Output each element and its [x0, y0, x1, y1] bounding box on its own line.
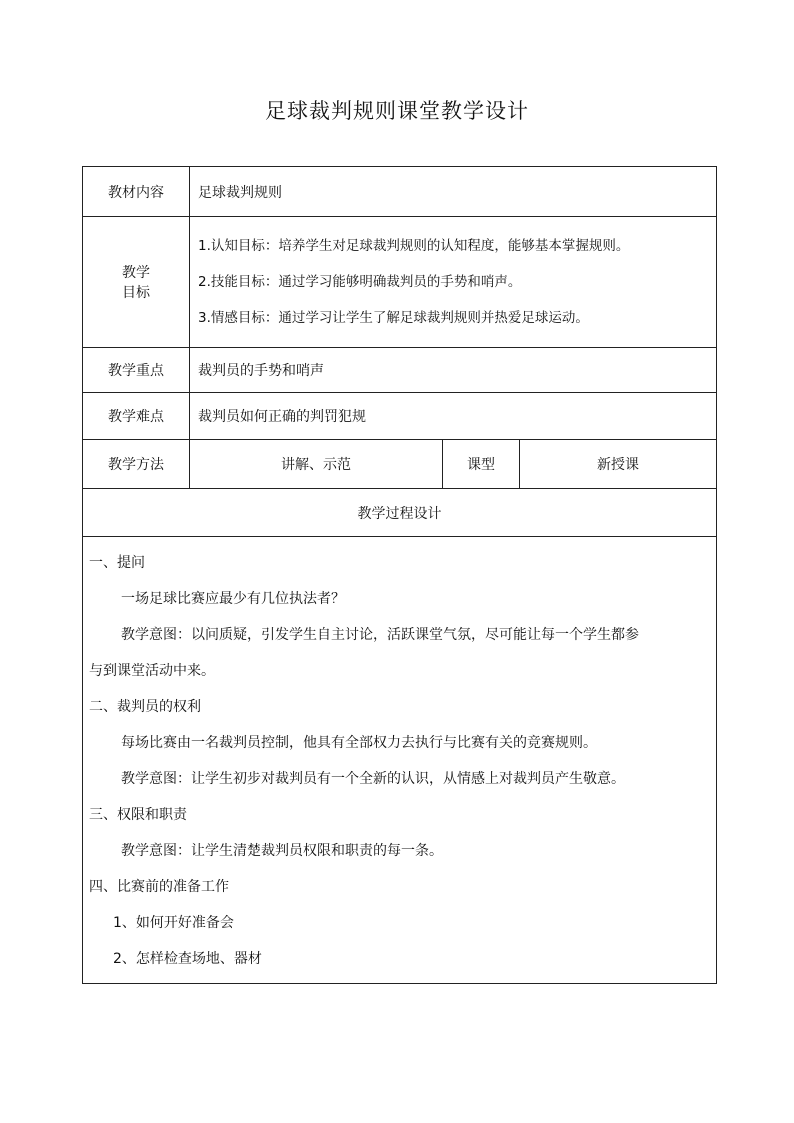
paragraph: 每场比赛由一名裁判员控制，他具有全部权力去执行与比赛有关的竞赛规则。	[121, 735, 597, 751]
focus-row	[83, 348, 717, 393]
process-content	[83, 537, 717, 984]
goals-label: 教学 目标	[83, 217, 190, 348]
process-header-row	[83, 489, 717, 537]
focus-value: 裁判员的手势和哨声	[190, 348, 717, 393]
paragraph: 教学意图：让学生清楚裁判员权限和职责的每一条。	[121, 843, 443, 859]
paragraph: 教学意图：以问质疑，引发学生自主讨论，活跃课堂气氛，尽可能让每一个学生都参	[121, 627, 639, 643]
goal-skill: 2.技能目标：通过学习能够明确裁判员的手势和哨声。	[198, 274, 522, 290]
process-row	[83, 537, 717, 984]
process-header: 教学过程设计	[83, 489, 717, 537]
goals-row	[83, 217, 717, 348]
material-row	[83, 167, 717, 217]
type-label: 课型	[443, 440, 520, 489]
type-value: 新授课	[520, 440, 717, 489]
method-label: 教学方法	[83, 440, 190, 489]
difficulty-label: 教学难点	[83, 393, 190, 440]
difficulty-value: 裁判员如何正确的判罚犯规	[190, 393, 717, 440]
list-item: 1、如何开好准备会	[113, 915, 234, 931]
lesson-plan-table	[82, 166, 717, 984]
focus-label: 教学重点	[83, 348, 190, 393]
material-label: 教材内容	[83, 167, 190, 217]
method-value: 讲解、示范	[190, 440, 443, 489]
section-heading: 四、比赛前的准备工作	[89, 879, 229, 895]
section-heading: 二、裁判员的权利	[89, 699, 201, 715]
method-row	[83, 440, 717, 489]
difficulty-row	[83, 393, 717, 440]
goal-cognitive: 1.认知目标：培养学生对足球裁判规则的认知程度，能够基本掌握规则。	[198, 238, 630, 254]
page-title: 足球裁判规则课堂教学设计	[265, 99, 529, 123]
list-item: 2、怎样检查场地、器材	[113, 951, 262, 967]
section-heading: 三、权限和职责	[89, 807, 187, 823]
material-value: 足球裁判规则	[190, 167, 717, 217]
paragraph: 一场足球比赛应最少有几位执法者？	[121, 591, 345, 607]
goals-cell	[190, 217, 717, 348]
section-heading: 一、提问	[89, 555, 145, 571]
paragraph: 教学意图：让学生初步对裁判员有一个全新的认识，从情感上对裁判员产生敬意。	[121, 771, 625, 787]
goal-emotion: 3.情感目标：通过学习让学生了解足球裁判规则并热爱足球运动。	[198, 310, 589, 326]
paragraph: 与到课堂活动中来。	[89, 663, 215, 679]
